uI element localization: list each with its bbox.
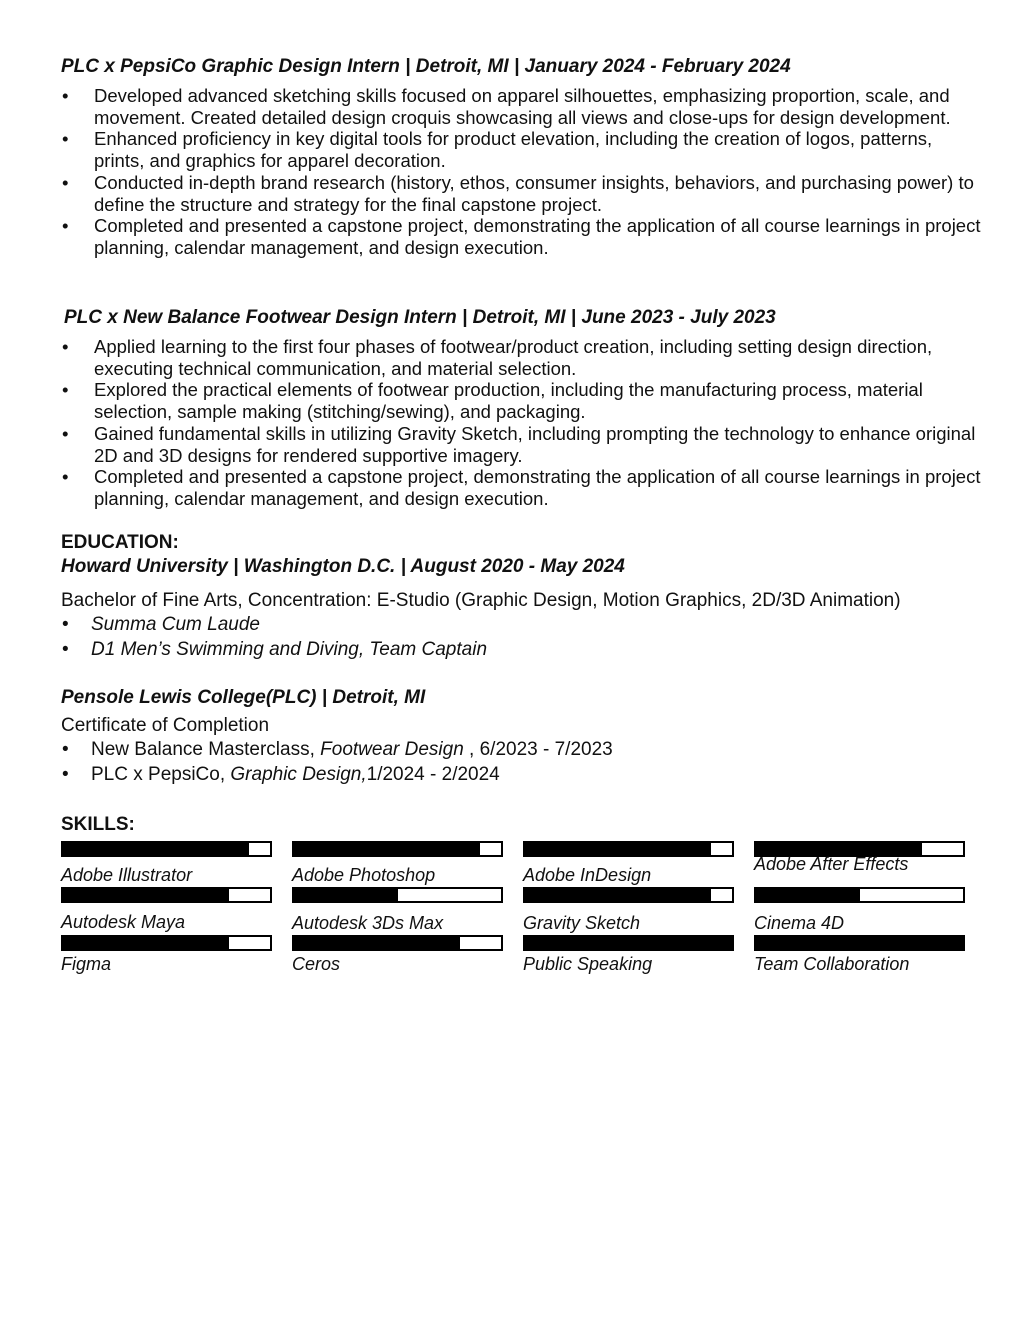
skill-level-fill [63,889,229,901]
skill-label: Adobe After Effects [754,854,909,874]
skill-level-fill [294,937,460,949]
skill-label: Team Collaboration [754,954,910,974]
list-item: • Gained fundamental skills in utilizing Gravity Sketch, including prompting the technology to enhance original 2D and 3D designs for rendered supportive imagery. [61,423,981,466]
job-bullets-pepsico [61,85,981,259]
skill-label: Figma [61,954,112,974]
skill-level-fill [294,889,398,901]
howard-degree: Bachelor of Fine Arts, Concentration: E-Studio (Graphic Design, Motion Graphics, 2D/3D Animation) [61,590,901,611]
skill-level-bar [61,841,272,857]
skill-level-bar [292,887,503,903]
skill-label: Gravity Sketch [523,913,641,933]
list-item: • D1 Men’s Swimming and Diving, Team Captain [61,638,487,663]
job-bullets-new-balance [61,336,981,510]
skill-level-bar [292,841,503,857]
list-item: • Completed and presented a capstone project, demonstrating the application of all course learnings in project planning, calendar management, and design execution. [61,466,981,509]
skill-label: Cinema 4D [754,913,845,933]
list-item: • New Balance Masterclass, Footwear Design , 6/2023 - 7/2023 [61,738,613,763]
howard-title: Howard University | Washington D.C. | August 2020 - May 2024 [61,556,625,577]
skill-label: Public Speaking [523,954,653,974]
list-item: • Developed advanced sketching skills focused on apparel silhouettes, emphasizing proportion, scale, and movement. Created detailed design croquis showcasing all views and close-ups for design development. [61,85,981,128]
list-item: • Completed and presented a capstone project, demonstrating the application of all course learnings in project planning, calendar management, and design execution. [61,215,981,258]
skill-level-bar [754,935,965,951]
plc-title: Pensole Lewis College(PLC) | Detroit, MI [61,687,426,708]
skill-label: Adobe InDesign [523,865,652,885]
list-item: • Applied learning to the first four phases of footwear/product creation, including setting design direction, executing technical communication, and material selection. [61,336,981,379]
job-title-new-balance: PLC x New Balance Footwear Design Intern | Detroit, MI | June 2023 - July 2023 [64,307,776,328]
list-item: • Conducted in-depth brand research (history, ethos, consumer insights, behaviors, and purchasing power) to define the structure and strategy for the final capstone project. [61,172,981,215]
skill-level-fill [63,937,229,949]
skill-level-bar [61,935,272,951]
skill-level-bar [754,887,965,903]
skill-level-fill [525,843,711,855]
skill-level-fill [756,889,860,901]
skill-label: Adobe Photoshop [292,865,436,885]
list-item: • PLC x PepsiCo, Graphic Design,1/2024 - 2/2024 [61,763,613,788]
list-item: • Summa Cum Laude [61,613,487,638]
list-item: • Enhanced proficiency in key digital tools for product elevation, including the creation of logos, patterns, prints, and graphics for apparel decoration. [61,128,981,171]
plc-courses [61,738,613,787]
list-item: • Explored the practical elements of footwear production, including the manufacturing process, material selection, sample making (stitching/sewing), and packaging. [61,379,981,422]
skill-level-fill [525,889,711,901]
course-name: Graphic Design, [230,763,367,785]
skill-level-bar [523,841,734,857]
education-heading: EDUCATION: [61,532,179,553]
skills-heading: SKILLS: [61,814,135,835]
skill-level-bar [523,887,734,903]
plc-certificate: Certificate of Completion [61,715,270,736]
skill-level-fill [63,843,249,855]
skill-label: Autodesk 3Ds Max [292,913,444,933]
skill-level-bar [61,887,272,903]
skill-label: Ceros [292,954,341,974]
course-name: Footwear Design [320,739,464,760]
skill-level-bar [523,935,734,951]
skill-level-fill [525,937,732,949]
skill-level-bar [292,935,503,951]
skill-level-fill [294,843,480,855]
job-title-pepsico: PLC x PepsiCo Graphic Design Intern | Detroit, MI | January 2024 - February 2024 [61,56,791,77]
skill-level-fill [756,937,963,949]
skill-label: Autodesk Maya [61,912,186,932]
skill-label: Adobe Illustrator [61,865,193,885]
howard-honors [61,613,487,662]
